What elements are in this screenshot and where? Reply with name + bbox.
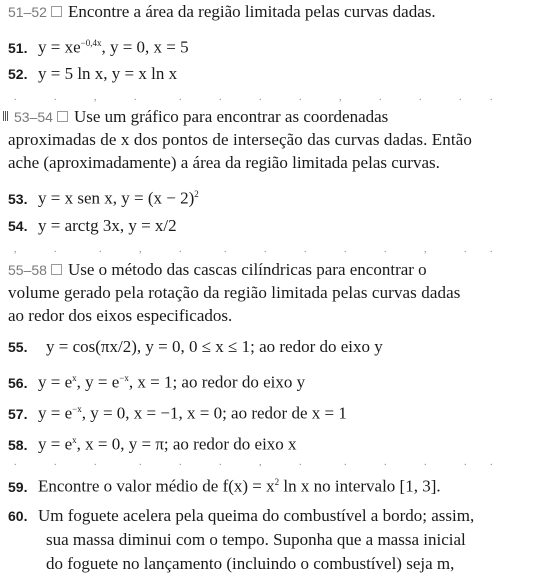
exercise-53 <box>8 184 199 209</box>
exponent: 2 <box>194 189 199 199</box>
exercise-54 <box>8 216 177 236</box>
exercise-box-icon <box>57 111 68 122</box>
exercise-text-line2: sua massa diminui com o tempo. Suponha que a massa inicial <box>46 530 466 549</box>
exponent: −x <box>72 404 82 414</box>
section-instruction-line3: ache (aproximadamente) a área da região limitada pelas curvas. <box>8 153 440 172</box>
section-header-51-52 <box>8 2 436 22</box>
exercise-expression-rest: , x = 0, y = π; ao redor do eixo x <box>76 434 297 454</box>
exercise-59 <box>8 472 441 497</box>
section-range: 53–54 <box>14 109 53 125</box>
section-header-53-54 <box>8 107 388 127</box>
exercise-57 <box>8 399 347 424</box>
exercise-text: Encontre o valor médio de f(x) = x <box>38 476 275 496</box>
exercise-58 <box>8 430 297 455</box>
section-instruction-line1: Use o método das cascas cilíndricas para encontrar o <box>67 260 427 279</box>
exponent: 2 <box>274 477 280 487</box>
exercise-text-rest: ln x no intervalo [1, 3]. <box>279 476 441 496</box>
exercise-number: 54. <box>8 218 28 234</box>
exercise-56 <box>8 368 305 393</box>
exercise-expression-rest: , y = 0, x = 5 <box>101 37 189 57</box>
separator-dots: . . , . . . . . , . . . . <box>14 92 493 103</box>
exponent: x <box>72 373 77 383</box>
exercise-expression: y = e <box>38 403 73 423</box>
separator-dots: , . . , . . . . . . , . . <box>14 244 493 255</box>
exercise-expression-part: , y = e <box>76 372 120 392</box>
section-instruction-line2: volume gerado pela rotação da região limitada pelas curvas dadas <box>8 283 461 302</box>
exercise-expression: y = x sen x, y = (x − 2) <box>38 188 195 208</box>
exercise-text-line3: do foguete no lançamento (incluindo o combustível) seja m, <box>46 554 455 573</box>
exercise-expression: y = 5 ln x, y = x ln x <box>38 64 178 83</box>
exercise-expression-rest: , y = 0, x = −1, x = 0; ao redor de x = 1 <box>81 403 347 423</box>
exercise-number: 57. <box>8 405 28 422</box>
separator-dots: . . . . . . , . . . . . . <box>14 457 493 468</box>
exercise-number: 53. <box>8 190 28 207</box>
exponent: −0,4x <box>80 38 102 48</box>
section-instruction-line3: ao redor dos eixos especificados. <box>8 306 233 325</box>
section-instruction: Encontre a área da região limitada pelas curvas dadas. <box>67 2 436 21</box>
exercise-box-icon <box>51 264 62 275</box>
exercise-number: 56. <box>8 374 28 391</box>
exercise-number: 51. <box>8 39 28 56</box>
exercise-number: 60. <box>8 508 28 524</box>
exercise-52 <box>8 64 177 84</box>
exercise-number: 55. <box>8 339 28 355</box>
exponent: −x <box>119 373 129 383</box>
exercise-text-line1: Um foguete acelera pela queima do combustível a bordo; assim, <box>38 506 475 525</box>
exercise-expression: y = cos(πx/2), y = 0, 0 ≤ x ≤ 1; ao redor do eixo y <box>46 337 383 356</box>
section-instruction-line2: aproximadas de x dos pontos de interseção das curvas dadas. Então <box>8 130 472 149</box>
section-range: 51–52 <box>8 4 47 20</box>
exercise-expression-rest: , x = 1; ao redor do eixo y <box>128 372 306 392</box>
exercise-expression: y = arctg 3x, y = x/2 <box>38 216 177 235</box>
exercise-expression: y = e <box>38 434 73 454</box>
exercise-60 <box>8 506 474 526</box>
exercise-expression: y = xe <box>38 37 81 57</box>
exponent: x <box>72 435 77 445</box>
section-instruction-line1: Use um gráfico para encontrar as coordenadas <box>73 107 389 126</box>
exercise-number: 52. <box>8 66 28 82</box>
exercise-number: 59. <box>8 478 28 495</box>
section-range: 55–58 <box>8 262 47 278</box>
exercise-box-icon <box>51 6 62 17</box>
section-header-55-58 <box>8 260 427 280</box>
exercise-number: 58. <box>8 436 28 453</box>
exercise-51 <box>8 33 189 58</box>
exercise-55 <box>8 337 383 357</box>
exercise-expression: y = e <box>38 372 73 392</box>
